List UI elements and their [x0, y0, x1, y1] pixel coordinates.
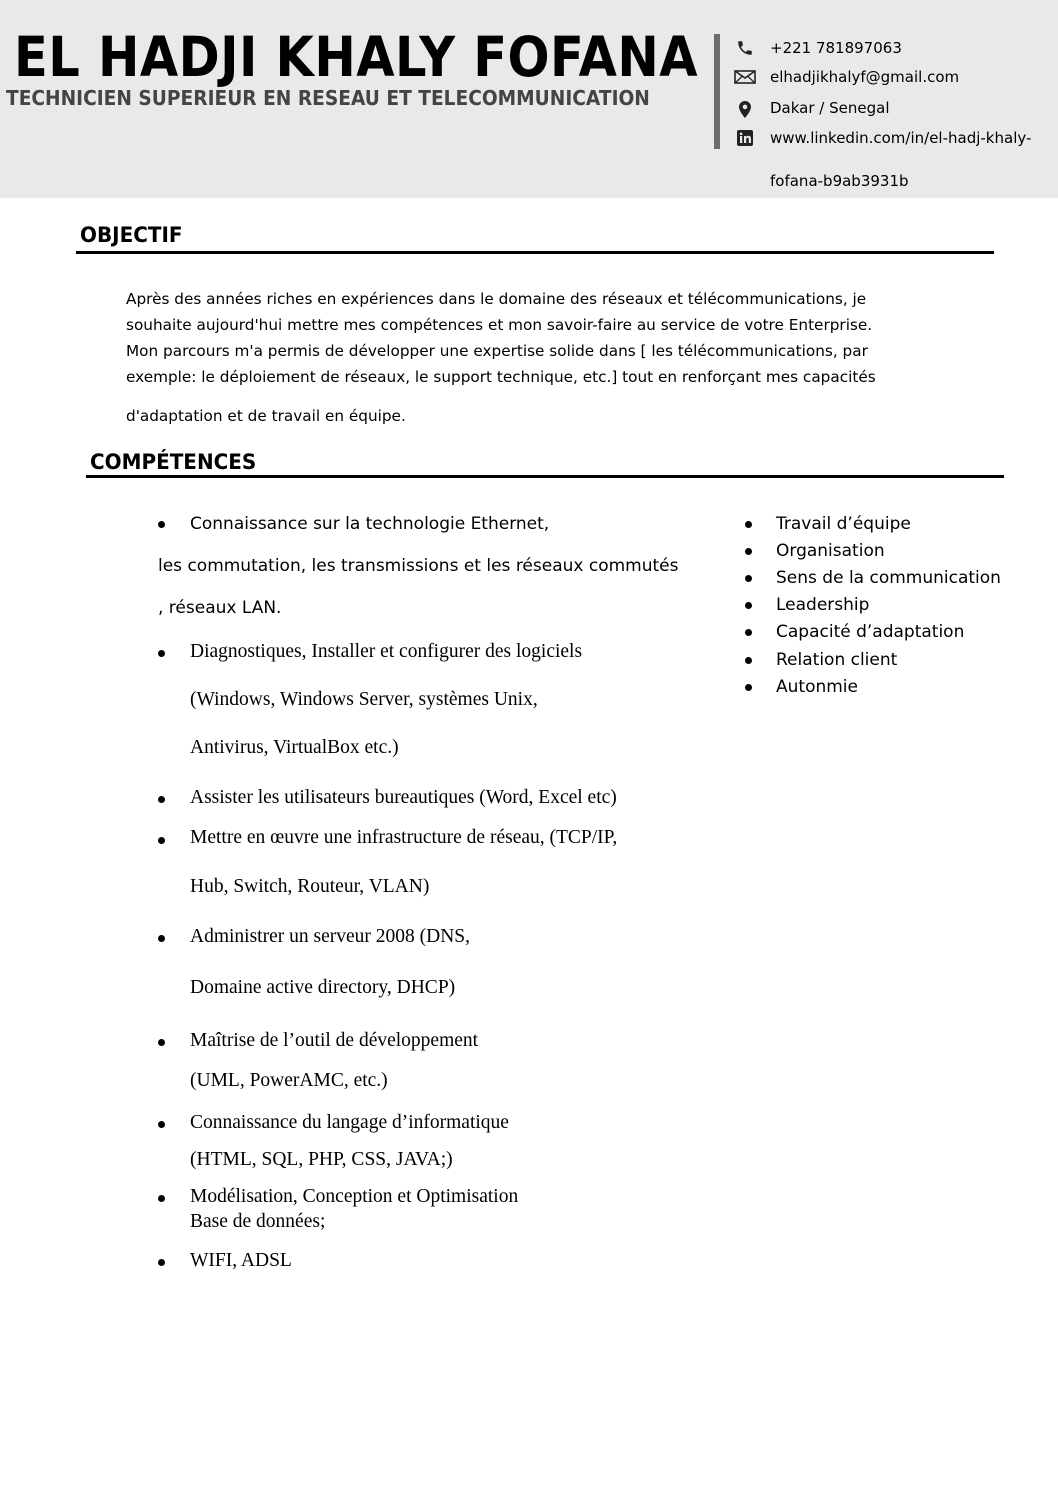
job-title: TECHNICIEN SUPERIEUR EN RESEAU ET TELECOMMUNICATION: [6, 86, 650, 110]
bullet: [745, 629, 752, 636]
skill-languages-cont: (HTML, SQL, PHP, CSS, JAVA;): [190, 1149, 453, 1170]
skill-ethernet-cont: les commutation, les transmissions et les réseaux commutés: [158, 556, 679, 576]
linkedin-url-line-2: fofana-b9ab3931b: [770, 172, 909, 190]
skill-modeling-cont: Base de données;: [190, 1211, 326, 1232]
bullet: [158, 1039, 165, 1046]
skill-wifi: WIFI, ADSL: [190, 1250, 292, 1271]
bullet: [158, 521, 165, 528]
skill-network-infra-cont: Hub, Switch, Routeur, VLAN): [190, 876, 430, 897]
skill-ethernet: Connaissance sur la technologie Ethernet,: [190, 514, 550, 534]
skill-diagnostics-cont: (Windows, Windows Server, systèmes Unix,: [190, 689, 538, 710]
soft-skill-item: Sens de la communication: [776, 568, 1001, 588]
location: Dakar / Senegal: [770, 99, 890, 117]
soft-skill-item: Relation client: [776, 650, 898, 670]
linkedin-icon: [733, 128, 757, 148]
skill-dev-tools-cont: (UML, PowerAMC, etc.): [190, 1070, 388, 1091]
skill-dev-tools: Maîtrise de l’outil de développement: [190, 1030, 479, 1051]
skill-diagnostics-cont-2: Antivirus, VirtualBox etc.): [190, 737, 399, 758]
bullet: [158, 650, 165, 657]
skill-server-admin: Administrer un serveur 2008 (DNS,: [190, 926, 470, 947]
objectif-rule: [76, 251, 994, 254]
bullet: [158, 1121, 165, 1128]
objectif-line-2: souhaite aujourd'hui mettre mes compétences et mon savoir-faire au service de votre Enterprise.: [126, 316, 873, 334]
bullet: [745, 657, 752, 664]
linkedin-url-line-1: www.linkedin.com/in/el-hadj-khaly-: [770, 129, 1032, 147]
skill-diagnostics: Diagnostiques, Installer et configurer des logiciels: [190, 641, 583, 662]
bullet: [745, 684, 752, 691]
soft-skill-item: Travail d’équipe: [776, 514, 911, 534]
objectif-line-5: d'adaptation et de travail en équipe.: [126, 407, 406, 425]
bullet: [158, 837, 165, 844]
envelope-icon: [733, 67, 757, 87]
skill-assist-users: Assister les utilisateurs bureautiques (Word, Excel etc): [190, 787, 617, 808]
bullet: [158, 935, 165, 942]
skill-network-infra: Mettre en œuvre une infrastructure de réseau, (TCP/IP,: [190, 827, 618, 848]
bullet: [745, 521, 752, 528]
email-address: elhadjikhalyf@gmail.com: [770, 68, 960, 86]
objectif-line-1: Après des années riches en expériences dans le domaine des réseaux et télécommunications, je: [126, 290, 867, 308]
soft-skill-item: Autonmie: [776, 677, 858, 697]
competences-heading: COMPÉTENCES: [90, 450, 257, 474]
skill-modeling: Modélisation, Conception et Optimisation: [190, 1186, 519, 1207]
objectif-heading: OBJECTIF: [80, 223, 183, 247]
soft-skill-item: Capacité d’adaptation: [776, 622, 965, 642]
bullet: [158, 796, 165, 803]
header-band: [0, 0, 1058, 198]
bullet: [158, 1259, 165, 1266]
objectif-line-4: exemple: le déploiement de réseaux, le support technique, etc.] tout en renforçant mes capacités: [126, 368, 876, 386]
competences-rule: [86, 475, 1004, 478]
bullet: [158, 1195, 165, 1202]
skill-ethernet-cont-2: , réseaux LAN.: [158, 598, 282, 618]
bullet: [745, 575, 752, 582]
soft-skill-item: Organisation: [776, 541, 885, 561]
phone-icon: [733, 38, 757, 58]
objectif-line-3: Mon parcours m'a permis de développer une expertise solide dans [ les télécommunications, par: [126, 342, 868, 360]
skill-languages: Connaissance du langage d’informatique: [190, 1112, 509, 1133]
phone-number: +221 781897063: [770, 39, 902, 57]
header-divider: [714, 34, 720, 149]
candidate-name: EL HADJI KHALY FOFANA: [14, 25, 699, 89]
map-pin-icon: [733, 99, 757, 119]
bullet: [745, 548, 752, 555]
soft-skill-item: Leadership: [776, 595, 870, 615]
skill-server-admin-cont: Domaine active directory, DHCP): [190, 977, 456, 998]
bullet: [745, 602, 752, 609]
